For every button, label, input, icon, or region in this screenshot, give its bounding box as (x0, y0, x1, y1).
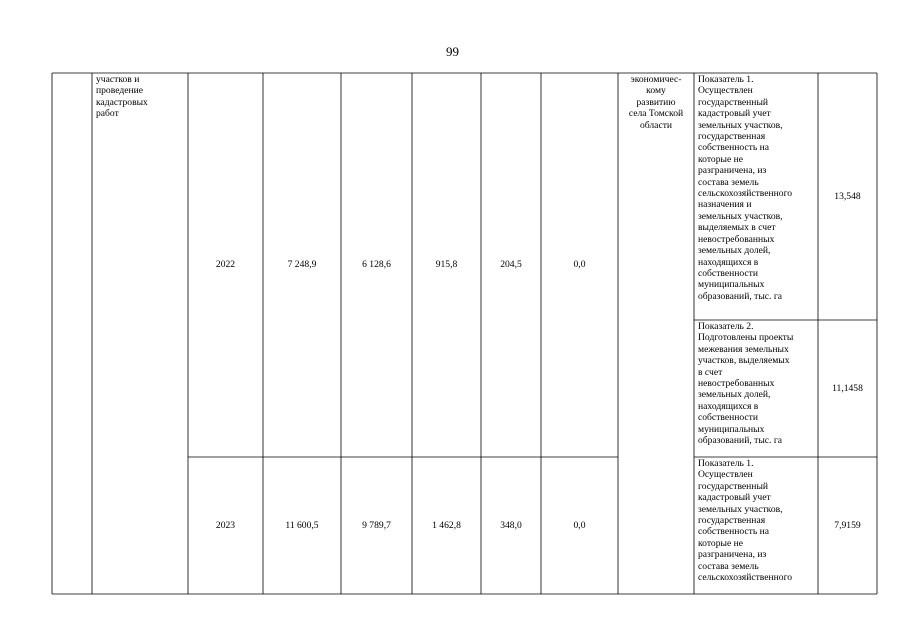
page-number: 99 (446, 44, 459, 59)
indicator-value-cell: 13,548 (834, 190, 861, 202)
local-budget-cell: 204,5 (500, 259, 522, 271)
indicator-text-cell: Показатель 1. Осуществлен государственный кадастровый учет земельных участков, государственная собственность на которые не разграничена, из состава земель сельскохозяйственного (698, 458, 793, 584)
federal-budget-cell: 9 789,7 (362, 519, 391, 531)
regional-budget-cell: 1 462,8 (432, 519, 461, 531)
goal-cell: экономичес- кому развитию села Томской области (628, 74, 684, 131)
indicator-value-cell: 11,1458 (832, 382, 863, 394)
extrabudget-cell: 0,0 (573, 259, 586, 271)
indicator-value-cell: 7,9159 (834, 519, 861, 531)
measure-name-cell: участков и проведение кадастровых работ (96, 74, 148, 120)
total-cell: 11 600,5 (285, 519, 319, 531)
federal-budget-cell: 6 128,6 (362, 259, 391, 271)
year-cell: 2022 (215, 259, 236, 271)
total-cell: 7 248,9 (287, 259, 317, 271)
year-cell: 2023 (215, 519, 236, 531)
indicator-text-cell: Показатель 2. Подготовлены проекты межевания земельных участков, выделяемых в счет невостребованных земельных долей, находящихся в собственности муниципальных образований, тыс. га (698, 321, 794, 447)
regional-budget-cell: 915,8 (435, 259, 458, 271)
local-budget-cell: 348,0 (500, 519, 522, 531)
extrabudget-cell: 0,0 (573, 519, 586, 531)
indicator-text-cell: Показатель 1. Осуществлен государственный кадастровый учет земельных участков, государственная собственность на которые не разграничена, из состава земель сельскохозяйственного назначения и земельных участков, выделяемых в счет невостребованных земельных долей, находящихся в собственности муниципальных образований, тыс. га (698, 74, 793, 302)
